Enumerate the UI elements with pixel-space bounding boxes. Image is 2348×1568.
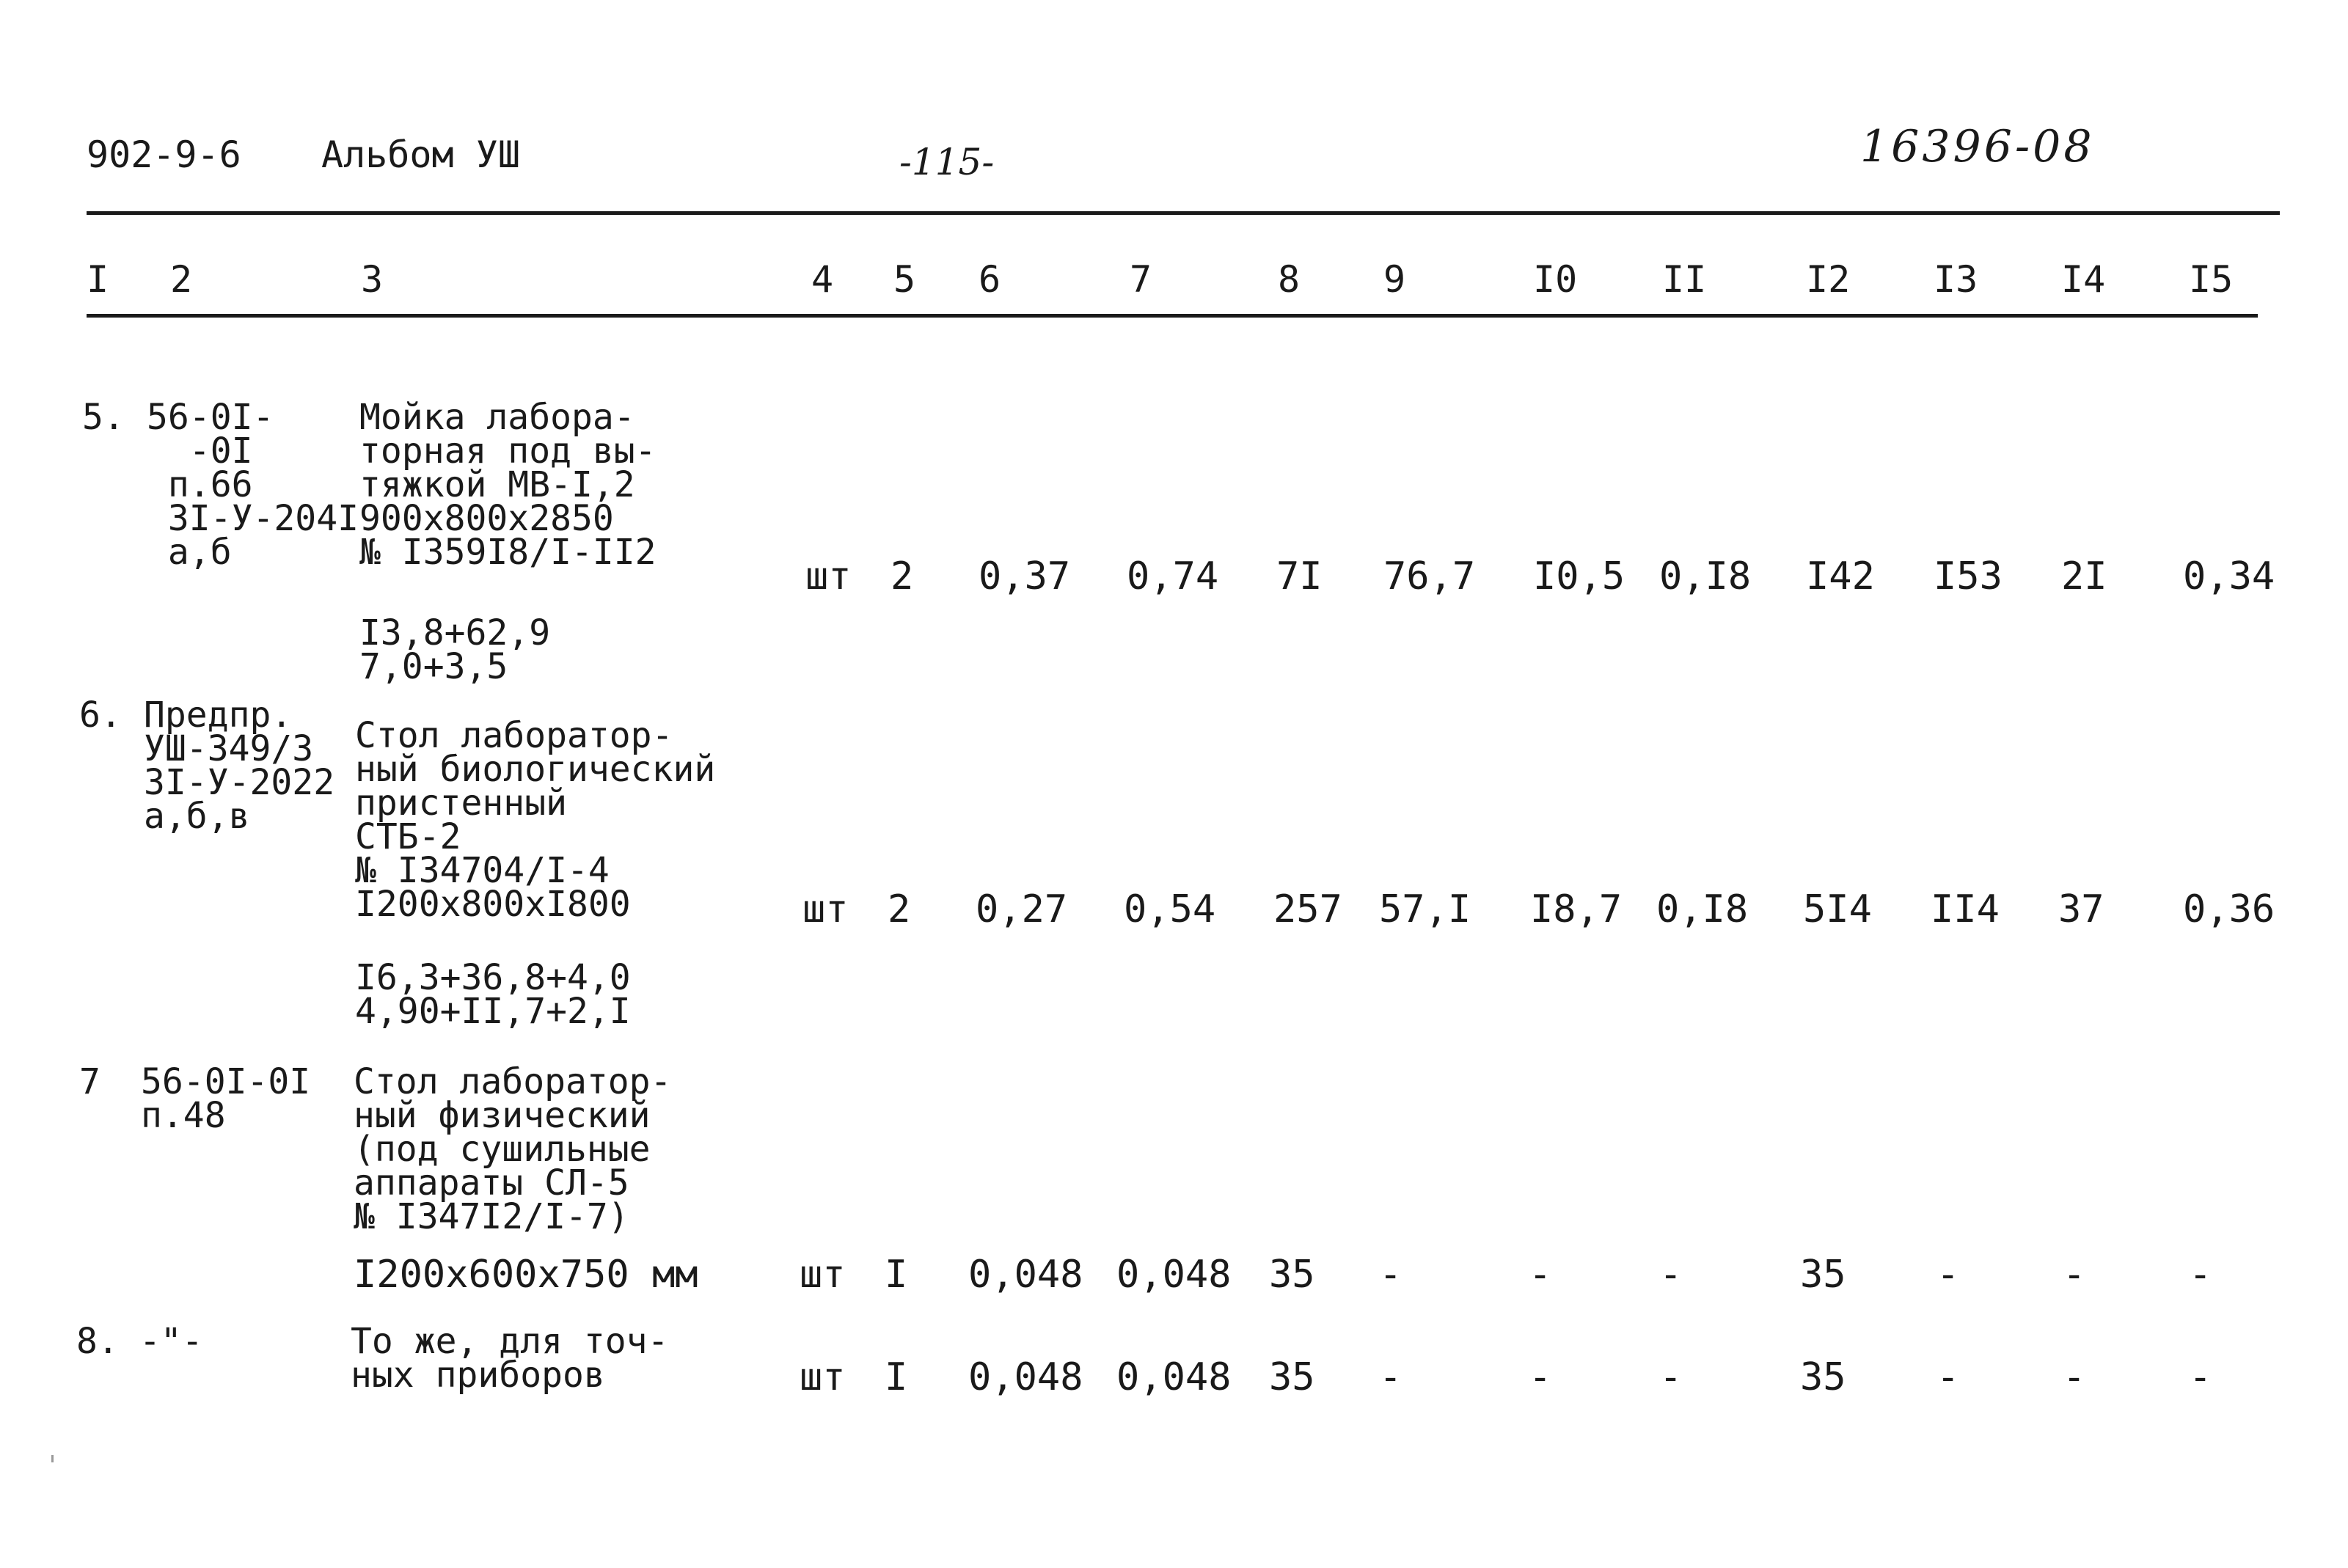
row-description: Мойка лабора- торная под вы- тяжкой МВ-I,2 900х800х2850 № I359I8/I-II2 xyxy=(359,397,657,574)
row-col9: - xyxy=(1379,1253,1402,1297)
col-header-1: I xyxy=(87,258,109,301)
row-unit: шт xyxy=(800,1253,846,1297)
col-header-2: 2 xyxy=(170,258,193,301)
row-col12: 5I4 xyxy=(1803,887,1872,931)
col-header-6: 6 xyxy=(979,258,1001,301)
row-quantity: I xyxy=(885,1355,908,1399)
row-col9: - xyxy=(1379,1355,1402,1399)
col-header-8: 8 xyxy=(1278,258,1301,301)
row-col15: 0,34 xyxy=(2183,554,2275,598)
row-quantity: I xyxy=(885,1253,908,1297)
row-quantity: 2 xyxy=(888,887,911,931)
row-col8: 7I xyxy=(1276,554,1323,598)
col-header-12: I2 xyxy=(1806,258,1851,301)
row-description: Стол лаборатор- ный биологический пристенный СТБ-2 № I34704/I-4 I200х800хI800 xyxy=(355,715,716,926)
row-code: Предпр. УШ-349/3 3I-У-2022 а,б,в xyxy=(144,695,335,838)
row-col10: I0,5 xyxy=(1533,554,1625,598)
row-col11: - xyxy=(1659,1355,1683,1399)
row-col8: 35 xyxy=(1269,1355,1315,1399)
album-label: Альбом УШ xyxy=(321,133,520,176)
row-col13: I53 xyxy=(1934,554,2003,598)
col-header-13: I3 xyxy=(1934,258,1978,301)
header-rule xyxy=(87,211,2280,215)
row-col14: 2I xyxy=(2061,554,2107,598)
row-number: 5. xyxy=(82,397,125,438)
row-unit: шт xyxy=(800,1355,846,1399)
column-header-rule xyxy=(87,314,2258,318)
document-code: 902-9-6 xyxy=(87,133,241,176)
row-col8: 35 xyxy=(1269,1253,1315,1297)
row-col9: 57,I xyxy=(1379,887,1471,931)
scan-speck xyxy=(51,1455,54,1462)
row-col6: 0,048 xyxy=(968,1355,1083,1399)
row-col7: 0,048 xyxy=(1116,1355,1232,1399)
row-unit: шт xyxy=(802,887,849,931)
row-col15: - xyxy=(2189,1253,2212,1297)
col-header-15: I5 xyxy=(2189,258,2234,301)
row-col11: - xyxy=(1659,1253,1683,1297)
row-col11: 0,I8 xyxy=(1656,887,1749,931)
col-header-9: 9 xyxy=(1383,258,1406,301)
row-note: I6,3+36,8+4,0 4,90+II,7+2,I xyxy=(355,957,631,1033)
row-code: 56-0I-0I п.48 xyxy=(141,1061,311,1137)
row-description: Стол лаборатор- ный физический (под сушильные аппараты СЛ-5 № I347I2/I-7) xyxy=(354,1061,672,1238)
page-number: -115- xyxy=(899,141,995,183)
row-col14: - xyxy=(2063,1253,2086,1297)
row-quantity: 2 xyxy=(890,554,914,598)
row-col8: 257 xyxy=(1273,887,1342,931)
row-note: I3,8+62,9 7,0+3,5 xyxy=(359,612,551,688)
row-unit: шт xyxy=(805,554,852,598)
row-description: То же, для точ- ных приборов xyxy=(351,1321,669,1396)
row-col9: 76,7 xyxy=(1383,554,1476,598)
row-col14: 37 xyxy=(2058,887,2104,931)
row-col7: 0,74 xyxy=(1127,554,1219,598)
row-col12: 35 xyxy=(1800,1355,1846,1399)
row-col13: II4 xyxy=(1931,887,2000,931)
row-col7: 0,54 xyxy=(1124,887,1216,931)
row-number: 6. xyxy=(79,695,122,736)
col-header-7: 7 xyxy=(1130,258,1152,301)
col-header-11: II xyxy=(1662,258,1707,301)
col-header-5: 5 xyxy=(893,258,916,301)
row-col12: I42 xyxy=(1806,554,1875,598)
row-code: 56-0I- -0I п.66 3I-У-204I а,б xyxy=(147,397,359,574)
row-col12: 35 xyxy=(1800,1253,1846,1297)
row-col10: - xyxy=(1529,1253,1552,1297)
row-col6: 0,37 xyxy=(979,554,1071,598)
row-number: 8. xyxy=(76,1321,119,1362)
col-header-4: 4 xyxy=(811,258,834,301)
row-col6: 0,27 xyxy=(976,887,1068,931)
col-header-3: 3 xyxy=(361,258,384,301)
row-col14: - xyxy=(2063,1355,2086,1399)
col-header-10: I0 xyxy=(1533,258,1578,301)
row-col11: 0,I8 xyxy=(1659,554,1752,598)
row-col13: - xyxy=(1936,1253,1960,1297)
row-col13: - xyxy=(1936,1355,1960,1399)
row-col15: 0,36 xyxy=(2183,887,2275,931)
registry-number: 16396-08 xyxy=(1860,121,2095,172)
row-note: I200х600х750 мм xyxy=(354,1253,698,1297)
row-col6: 0,048 xyxy=(968,1253,1083,1297)
row-col10: I8,7 xyxy=(1530,887,1623,931)
row-col7: 0,048 xyxy=(1116,1253,1232,1297)
row-code: -"- xyxy=(139,1321,203,1362)
row-col15: - xyxy=(2189,1355,2212,1399)
row-number: 7 xyxy=(79,1061,100,1102)
col-header-14: I4 xyxy=(2061,258,2106,301)
row-col10: - xyxy=(1529,1355,1552,1399)
